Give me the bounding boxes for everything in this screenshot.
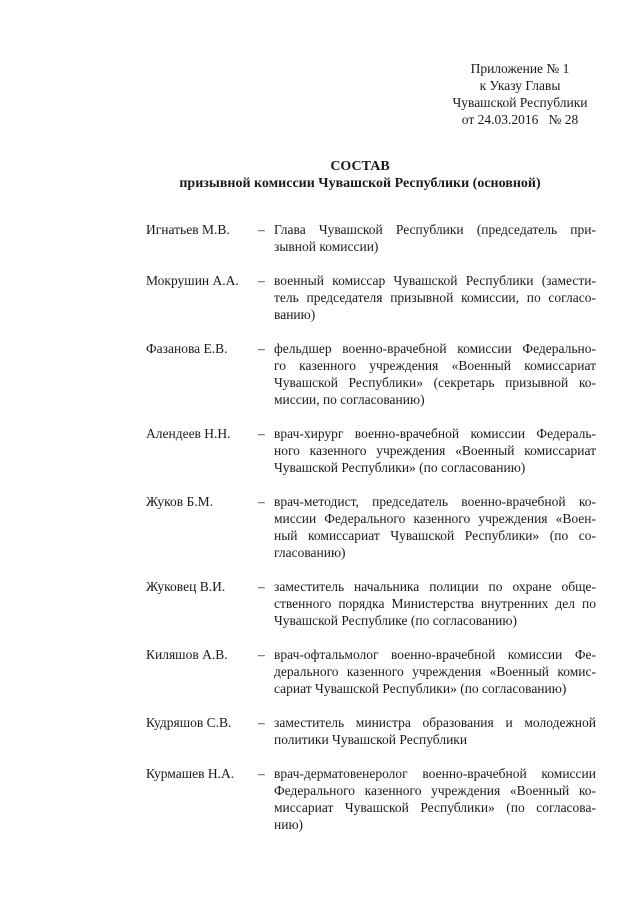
annex-line: к Указу Главы: [479, 78, 561, 93]
role-line: миссии, по согласованию): [274, 392, 425, 407]
role-line: сариат Чувашской Республики» (по согласованию): [274, 681, 567, 696]
member-name: Киляшов А.В.: [146, 647, 228, 662]
member-name: Алендеев Н.Н.: [146, 426, 231, 441]
member-role: [274, 646, 596, 697]
member-name: Курмашев Н.А.: [146, 766, 235, 781]
role-line: ный комиссариат Чувашской Республики» (по со-: [274, 528, 596, 543]
title-line-1: СОСТАВ: [330, 159, 390, 174]
role-line: го казенного учреждения «Военный комиссариат: [274, 358, 596, 373]
role-line: нию): [274, 817, 304, 832]
member-role: [274, 340, 596, 408]
member-role: [274, 493, 596, 561]
role-line: врач-офтальмолог военно-врачебной комиссии Фе-: [274, 647, 596, 662]
annex-line: Приложение № 1: [470, 61, 570, 76]
dash-separator: –: [258, 766, 265, 781]
member-name: Игнатьев М.В.: [146, 222, 230, 237]
role-line: врач-хирург военно-врачебной комиссии Федераль-: [274, 426, 596, 441]
member-name: Жуков Б.М.: [146, 494, 214, 509]
member-row: [146, 272, 596, 323]
role-line: врач-методист, председатель военно-врачебной ко-: [274, 494, 596, 509]
role-line: Федерального казенного учреждения «Военный ко-: [274, 783, 596, 798]
member-role: [274, 221, 596, 255]
member-row: [146, 714, 596, 748]
role-line: Глава Чувашской Республики (председатель при-: [274, 222, 596, 237]
dash-separator: –: [258, 341, 265, 356]
dash-separator: –: [258, 273, 265, 288]
role-line: заместитель начальника полиции по охране обще-: [274, 579, 596, 594]
member-role: [274, 714, 596, 748]
member-name: Фазанова Е.В.: [146, 341, 228, 356]
member-role: [274, 578, 596, 629]
member-row: [146, 765, 596, 833]
role-line: заместитель министра образования и молодежной: [274, 715, 596, 730]
annex-line: от 24.03.2016 № 28: [461, 112, 579, 127]
dash-separator: –: [258, 715, 265, 730]
annex-line: Чувашской Республики: [452, 95, 588, 110]
role-line: фельдшер военно-врачебной комиссии Федерально-: [274, 341, 596, 356]
role-line: политики Чувашской Республики: [274, 732, 468, 747]
role-line: тель председателя призывной комиссии, по согласо-: [274, 290, 596, 305]
member-role: [274, 425, 596, 476]
role-line: ванию): [274, 307, 316, 322]
member-row: [146, 340, 596, 408]
role-line: гласованию): [274, 545, 346, 560]
member-role: [274, 272, 596, 323]
role-line: зывной комиссии): [274, 239, 379, 254]
role-line: ственного порядка Министерства внутренних дел по: [274, 596, 596, 611]
dash-separator: –: [258, 647, 265, 662]
member-role: [274, 765, 596, 833]
dash-separator: –: [258, 222, 265, 237]
member-row: [146, 578, 596, 629]
title-line-2: призывной комиссии Чувашской Республики (основной): [179, 176, 541, 191]
member-name: Мокрушин А.А.: [146, 273, 239, 288]
role-line: ного казенного учреждения «Военный комиссариат: [274, 443, 596, 458]
role-line: военный комиссар Чувашской Республики (замести-: [274, 273, 596, 288]
role-line: врач-дерматовенеролог военно-врачебной комиссии: [274, 766, 596, 781]
annex-reference: [430, 60, 610, 128]
member-list: [146, 221, 596, 850]
member-name: Кудряшов С.В.: [146, 715, 232, 730]
role-line: Чувашской Республике (по согласованию): [274, 613, 517, 628]
member-row: [146, 221, 596, 255]
dash-separator: –: [258, 579, 265, 594]
document-title: [0, 158, 640, 192]
role-line: миссариат Чувашской Республики» (по согласова-: [274, 800, 596, 815]
role-line: дерального казенного учреждения «Военный комис-: [274, 664, 596, 679]
member-row: [146, 493, 596, 561]
dash-separator: –: [258, 426, 265, 441]
role-line: Чувашской Республики» (по согласованию): [274, 460, 526, 475]
dash-separator: –: [258, 494, 265, 509]
member-name: Жуковец В.И.: [146, 579, 226, 594]
role-line: миссии Федерального казенного учреждения «Воен-: [274, 511, 596, 526]
member-row: [146, 425, 596, 476]
member-row: [146, 646, 596, 697]
role-line: Чувашской Республики» (секретарь призывной ко-: [274, 375, 596, 390]
